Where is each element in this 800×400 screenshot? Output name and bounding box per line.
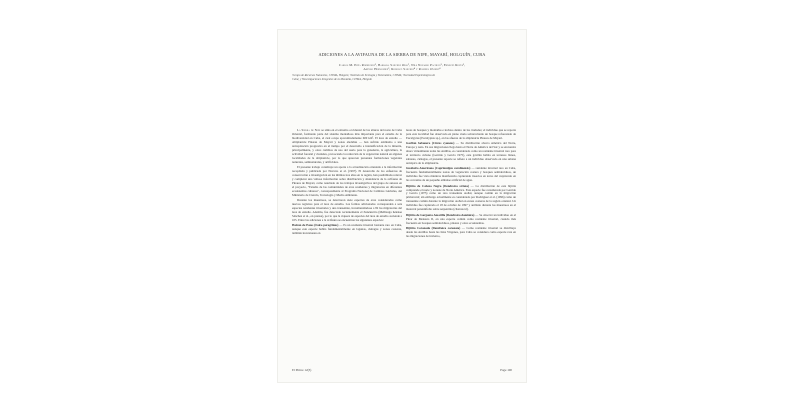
authors-line-2: Arturo Hernández³, Rodolfo Sánchez⁴ y Randiel Oviedo⁴ (363, 67, 441, 72)
paragraph: áreas de bosques y montañas e incluso dentro de las ciudades; el individuo que se reporta para esta localidad fue observado en pleno vuelo sobrevolando un bosque reforestado de Eucalyptus (Eucalyptus sp.), en las afueras de la altiplanicie Pinares de Mayarí. (406, 129, 516, 140)
affiliations (292, 74, 512, 81)
paragraph-text: se sitúa en el extremo occidental de las alturas del norte de Cuba Oriental, formando parte del sistema montañoso más importante para el estudio de la biodiversidad en Cuba, el cual ocupa aproximadamente 600 km². El área de estudio — Altiplanicie Pinares de Mayarí y zonas aledañas — han sufrido asimismo a una antropización progresiva en el tiempo por el desarrollo e intensificación de la minería, principalmente, y otros cambios de uso del suelo para la ganadería, la agricultura, la actividad forestal y ciudades, provocando la reducción de la vegetación natural en algunas localidades de la altiplanicie, por lo que aparecen presentes formaciones vegetales naturales, seminaturales, y artificiales. (292, 129, 402, 164)
affiliation-line-2: Cuba; y ⁴Investigaciones Integrales de la Montaña, CITMA, Holguín (292, 76, 373, 81)
species-heading: Guabairo Americano (Caprimulgus carolinensis) (406, 166, 471, 171)
affiliation-line-1: ¹Grupo de Recursos Naturales, CITMA, Holguín; ²Instituto de Ecología y Sistemática, CITMA; ³Sociedad Espeleológica de (292, 73, 436, 77)
species-text: — Se observó un individuo en el Pinar de Mensura II, en una especie común como residente invernal, cuando más frecuenta en bosques semidecíduos, pinares y otros ecosistemas. (406, 212, 516, 225)
journal-footer: El Pitirre 12(3) (292, 368, 312, 372)
species-entry (406, 227, 516, 239)
author-list (288, 63, 516, 72)
species-entry (406, 167, 516, 183)
page-number: Page 100 (500, 368, 512, 372)
paragraph: El presente trabajo constituye un aporte a la actualización orientada a la información recopilada y publicada por Navarro et al. (1997). El desarrollo de los esfuerzos de conservación e investigación en las últimas tres años en la región, han posibilitado relevar y completar una valiosa información sobre distribución y abundancia de la avifauna de Pinares de Mayarí, como resultado de los trabajos investigativos del grupo de autores en el proyecto, "Estudio de las comunidades de aves residentes y migratorias en diferentes ecosistemas cubanos", correspondiente al Programa Nacional de Cambios Globales, del Ministerio de Ciencia, Tecnología y Medio Ambiente. (292, 164, 402, 197)
species-heading: Bijirita de Garganta Amarilla (Dendroica dominica) (406, 212, 475, 217)
species-entry (406, 185, 516, 213)
lead-in: La Sierra de Nipe (297, 129, 321, 132)
species-entry (292, 224, 402, 236)
species-heading: Bijirita de Cabeza Negra (Dendroica striata) (406, 183, 469, 188)
species-text: — Como residente invernal se distribuye desde las Antillas hasta las Islas Vírgenes, para Cuba se considera como especie rara en las migraciones de invierno, (406, 225, 516, 238)
species-text: — Su distribución abarca América del Norte, Europa y Asia. En sus migraciones llega hasta el Norte de América del Sur y se encuentra ahora virtualmente todas las Antillas, es considerado como un residente invernal raro para el territorio cubano (Garrido y García 1975), este gavilán habita en terrenos llanos, sabanas, ciénagas, el presente reporte se refiere a un individuo observado en una sabana antrópica de la altiplanicie. (406, 141, 516, 166)
paper-page (278, 30, 526, 382)
article-title: ADICIONES A LA AVIFAUNA DE LA SIERRA DE NIPE, MAYARÍ, HOLGUÍN, CUBA (318, 52, 486, 57)
species-heading: Bijirita Coronada (Dendroica coronata) (406, 225, 461, 230)
species-text: — La distribución de esta bijirita comprende el norte y noreste de Norte América. Esta especie fue considerada por Garrido y García (1975) como un raro transeúnte otoñal, aunque común en la migración primaveral; sin embargo actualmente es considerado por Rodríguez et al. (1996) como un transeúnte común durante la migración otoñal en zonas costeras de la región oriental. Un individuo fue capturado el 18 de octubre de 1997 y anillado durante los muestreos en el matorral perennifolio sobre serpentina (charrascal). (406, 183, 516, 212)
paragraph (292, 129, 402, 165)
species-entry (406, 142, 516, 166)
paragraph: Durante los muestreos, se detectaron siete especies de aves consideradas como nuevos registros para el área de estudio. Las formas adicionadas corresponden a seis especies residentes invernales y una transeúnte, incrementándose a 82 las migratorias del área de estudio. Además, fue detectado recientemente el Zunzuncito (Mellisuga helenae Sánchez et al., en prensa), por lo que la riqueza de especies del área de estudio asciende a 105. Entre las adiciones a la avifauna se encuentran las siguientes especies: (292, 197, 402, 222)
species-entry (406, 214, 516, 226)
species-text: — Es un residente invernal bastante raro en Cuba, aunque este especie habita fundamentalmente en lagunas, ciénagas y zonas costeras, también incursionan en (292, 223, 402, 235)
right-text-column (406, 129, 516, 369)
authors-line-1: Carlos M. Peña Rodríguez¹, Barbara Sánchez Oria², Nils Navarro Pacheco³, Ernesto Reyes³, (338, 63, 466, 67)
species-text: — residente invernal raro en Cuba, frecuenta fundamentalmente zonas de vegetación costera y bosques semidecíduos, un individuo fue visto mientras manifestaba capturando insectos en torno del crepúsculo en las cercanías de un pequeño embalse artificial de agua. (406, 166, 516, 183)
left-text-column (292, 129, 402, 369)
species-heading: Halcón de Patos (Falco peregrinus) (292, 223, 339, 228)
species-heading: Gavilán Sabanero (Circus cyaneus) (406, 141, 455, 146)
